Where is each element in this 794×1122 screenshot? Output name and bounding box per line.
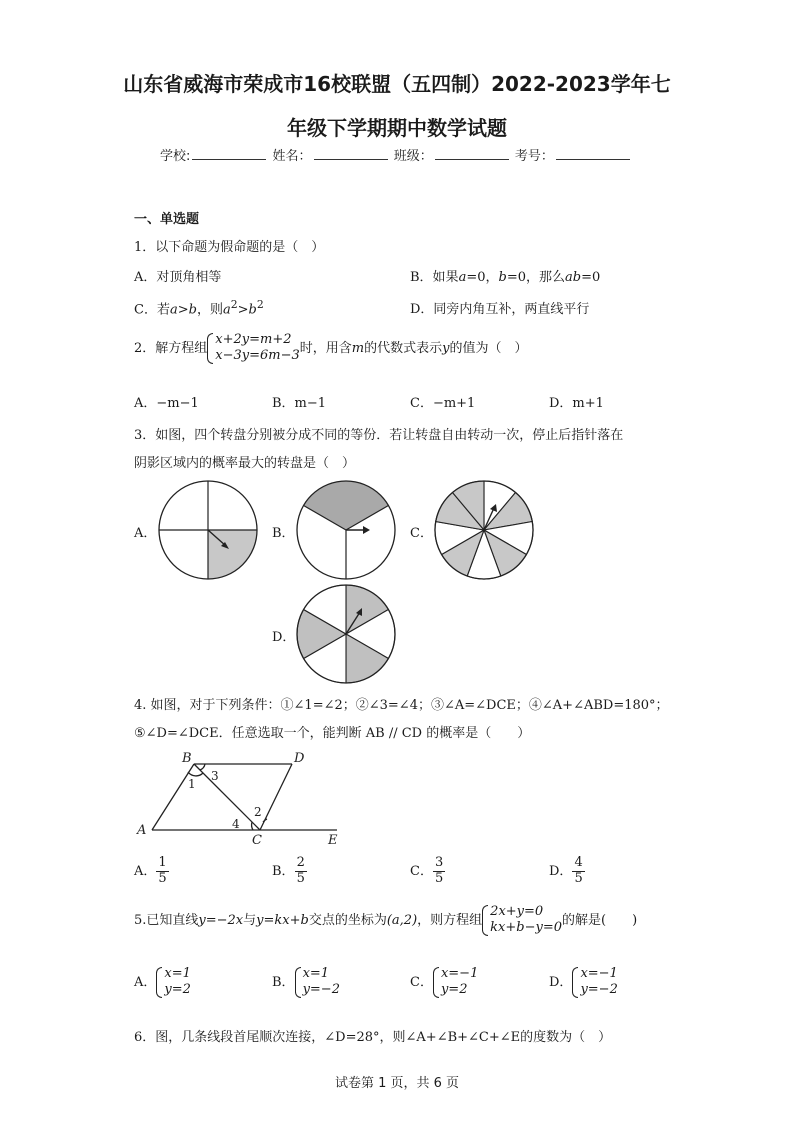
q4-option-d: D． $\frac{4}{5}$ [549,855,583,886]
q1-option-b: B．如果a=0，b=0，那么ab=0 [410,270,601,285]
q4-stem-line2: ⑤∠D=∠DCE．任意选取一个，能判断 AB // CD 的概率是（ ） [134,726,531,741]
q3-option-a-label: A． [134,526,157,541]
q2-option-d: D．m+1 [549,396,604,411]
q4-angle-4: 4 [232,817,240,831]
number-blank [556,159,630,160]
q4-label-e: E [328,833,338,848]
q5-stem: 5.已知直线y=−2x与y=kx+b交点的坐标为(a,2)，则方程组 2x+y=0 kx+b−y=0 的解是( ) [134,904,638,936]
q5-option-c: C． x=−1 y=2 [410,966,479,998]
q6-stem: 6．图，几条线段首尾顺次连接，∠D=28°，则∠A+∠B+∠C+∠E的度数为（ ） [134,1030,612,1045]
school-label: 学校: [160,149,191,164]
q3-option-b-label: B． [272,526,295,541]
q4-label-c: C [252,833,262,848]
q3-spinner-c [434,480,534,580]
q2-stem: 2．解方程组 x+2y=m+2 x−3y=6m−3 时，用含m的代数式表示y的值为（ ） [134,332,528,364]
q3-stem-line1: 3．如图，四个转盘分别被分成不同的等份．若让转盘自由转动一次，停止后指针落在 [134,428,624,443]
page-title-line2: 年级下学期期中数学试题 [287,116,507,140]
q2-option-c: C．−m+1 [410,396,476,411]
q4-stem-line1: 4. 如图，对于下列条件：①∠1=∠2；②∠3=∠4；③∠A=∠DCE；④∠A+∠ABD=180°； [134,698,669,713]
q4-option-b: B． $\frac{2}{5}$ [272,855,305,886]
q2-option-a: A．−m−1 [134,396,199,411]
q3-stem-line2: 阴影区域内的概率最大的转盘是（ ） [134,456,356,471]
school-blank [192,159,266,160]
q3-option-d-label: D． [272,630,296,645]
q2-option-b: B．m−1 [272,396,327,411]
q1-option-d: D．同旁内角互补，两直线平行 [410,302,590,317]
q5-option-d: D． x=−1 y=−2 [549,966,618,998]
q4-angle-2: 2 [254,805,262,819]
q3-spinner-b [296,480,396,580]
section-heading: 一、单选题 [134,212,200,227]
q1-option-a: A．对顶角相等 [134,270,222,285]
q4-label-d: D [294,751,305,766]
q3-option-c-label: C． [410,526,433,541]
q4-label-b: B [182,751,192,766]
class-blank [435,159,509,160]
q4-option-c: C． $\frac{3}{5}$ [410,855,444,886]
q4-label-a: A [137,823,147,838]
page-footer: 试卷第 1 页，共 6 页 [334,1076,460,1091]
q5-equation-system: 2x+y=0 kx+b−y=0 [482,904,562,937]
q4-angle-1: 1 [188,777,196,791]
q5-option-a: A． x=1 y=2 [134,966,191,998]
q2-equation-system: x+2y=m+2 x−3y=6m−3 [207,332,300,365]
page-title: 山东省威海市荣成市16校联盟（五四制）2022-2023学年七 [123,72,671,96]
q3-spinner-d [296,584,396,684]
class-label: 班级： [393,149,433,164]
q1-option-c: C．若a>b，则$a^2>b^2$ [134,298,264,318]
q4-option-a: A． $\frac{1}{5}$ [134,855,167,886]
q3-spinner-a [158,480,258,580]
number-label: 考号： [514,149,554,164]
q1-stem: 1．以下命题为假命题的是（ ） [134,240,325,255]
q5-option-b: B． x=1 y=−2 [272,966,340,998]
student-info-row [160,145,632,164]
q4-angle-3: 3 [211,769,219,783]
q4-figure [132,748,352,848]
name-label: 姓名： [272,149,312,164]
name-blank [314,159,388,160]
